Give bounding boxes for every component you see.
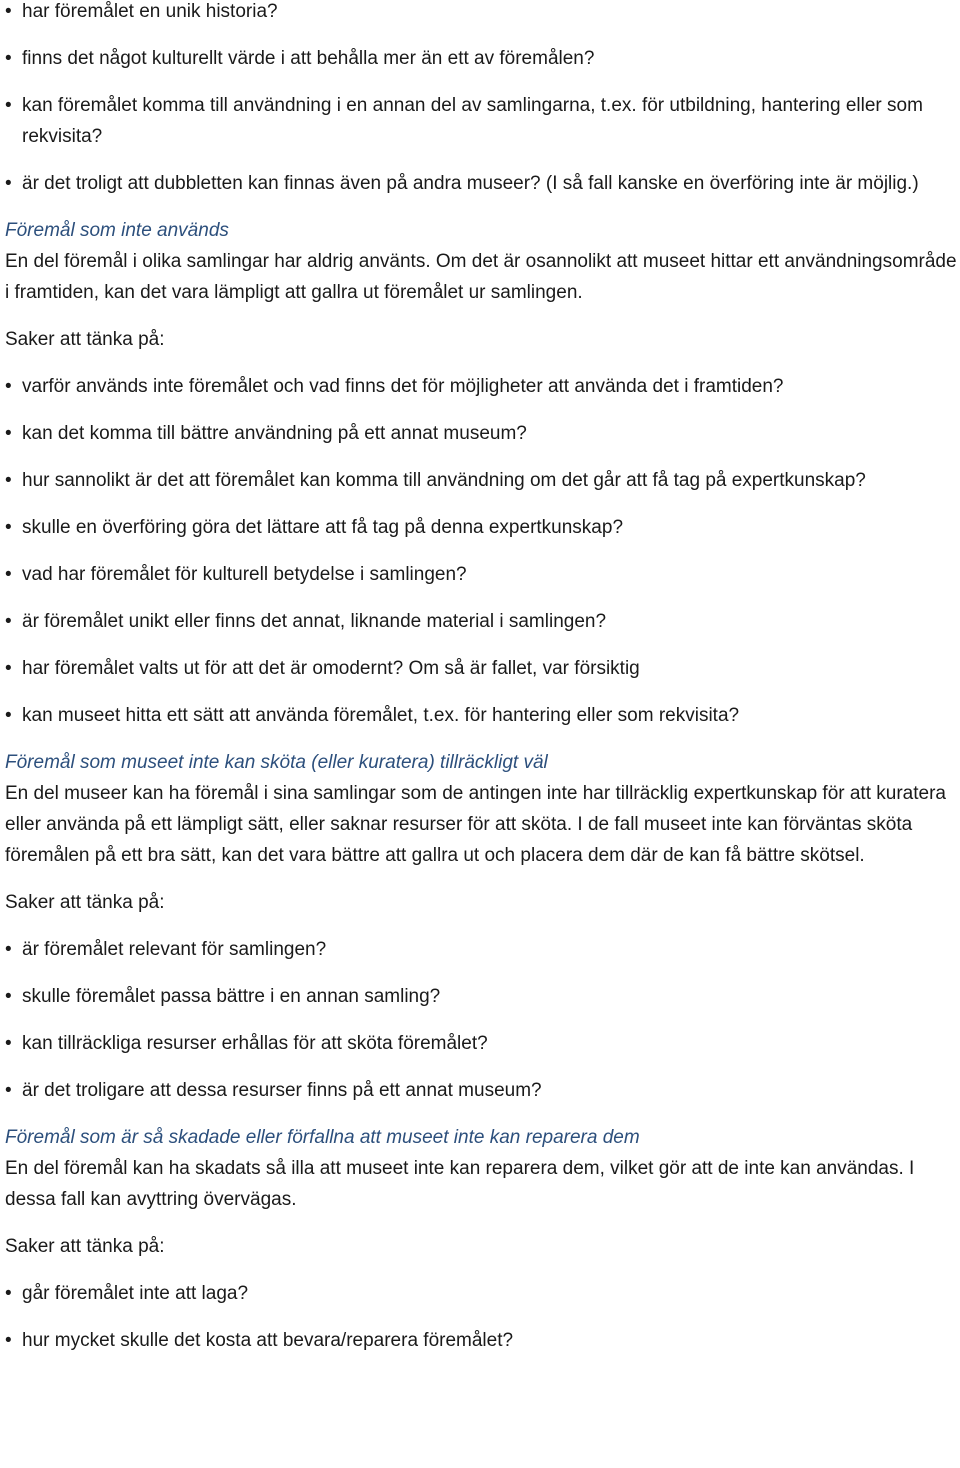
list-item: • är det troligare att dessa resurser finns på ett annat museum? (5, 1075, 960, 1106)
list-item: • går föremålet inte att laga? (5, 1278, 960, 1309)
list-item: • hur sannolikt är det att föremålet kan komma till användning om det går att få tag på expertkunskap? (5, 465, 960, 496)
list-item: • kan det komma till bättre användning på ett annat museum? (5, 418, 960, 449)
list-item: • är föremålet unikt eller finns det annat, liknande material i samlingen? (5, 606, 960, 637)
list-item: • har föremålet valts ut för att det är omodernt? Om så är fallet, var försiktig (5, 653, 960, 684)
list-item: • skulle en överföring göra det lättare att få tag på denna expertkunskap? (5, 512, 960, 543)
document-page (5, 0, 960, 1356)
consider-label: Saker att tänka på: (5, 329, 165, 350)
list-item: • hur mycket skulle det kosta att bevara/reparera föremålet? (5, 1325, 960, 1356)
list-item: • är det troligt att dubbletten kan finnas även på andra museer? (I så fall kanske en överföring inte är möjlig.) (5, 168, 960, 199)
list-item: • kan tillräckliga resurser erhållas för att sköta föremålet? (5, 1028, 960, 1059)
list-item: • är föremålet relevant för samlingen? (5, 934, 960, 965)
section-heading-cannot-care: Föremål som museet inte kan sköta (eller kuratera) tillräckligt väl (5, 752, 548, 773)
section-paragraph-unused: En del föremål i olika samlingar har aldrig använts. Om det är osannolikt att museet hittar ett användningsområde i framtiden, kan det vara lämpligt att gallra ut föremålet ur samlingen. (5, 251, 957, 303)
list-item: • varför används inte föremålet och vad finns det för möjligheter att använda det i framtiden? (5, 371, 960, 402)
section-heading-unused: Föremål som inte används (5, 220, 229, 241)
section-heading-damaged: Föremål som är så skadade eller förfallna att museet inte kan reparera dem (5, 1127, 640, 1148)
list-item: • har föremålet en unik historia? (5, 0, 960, 27)
list-item: • finns det något kulturellt värde i att behålla mer än ett av föremålen? (5, 43, 960, 74)
list-item: • kan föremålet komma till användning i en annan del av samlingarna, t.ex. för utbildning, hantering eller som rekvisita? (5, 90, 960, 152)
consider-label: Saker att tänka på: (5, 1236, 165, 1257)
list-item: • kan museet hitta ett sätt att använda föremålet, t.ex. för hantering eller som rekvisita? (5, 700, 960, 731)
section-paragraph-damaged: En del föremål kan ha skadats så illa att museet inte kan reparera dem, vilket gör att de inte kan användas. I dessa fall kan avyttring övervägas. (5, 1158, 915, 1210)
list-item: • skulle föremålet passa bättre i en annan samling? (5, 981, 960, 1012)
section-paragraph-cannot-care: En del museer kan ha föremål i sina samlingar som de antingen inte har tillräcklig expertkunskap för att kuratera eller använda på ett lämpligt sätt, eller saknar resurser för att sköta. I de fall museet inte kan förväntas sköta föremålen på ett bra sätt, kan det vara bättre att gallra ut och placera dem där de kan få bättre skötsel. (5, 783, 946, 866)
consider-label: Saker att tänka på: (5, 892, 165, 913)
list-item: • vad har föremålet för kulturell betydelse i samlingen? (5, 559, 960, 590)
